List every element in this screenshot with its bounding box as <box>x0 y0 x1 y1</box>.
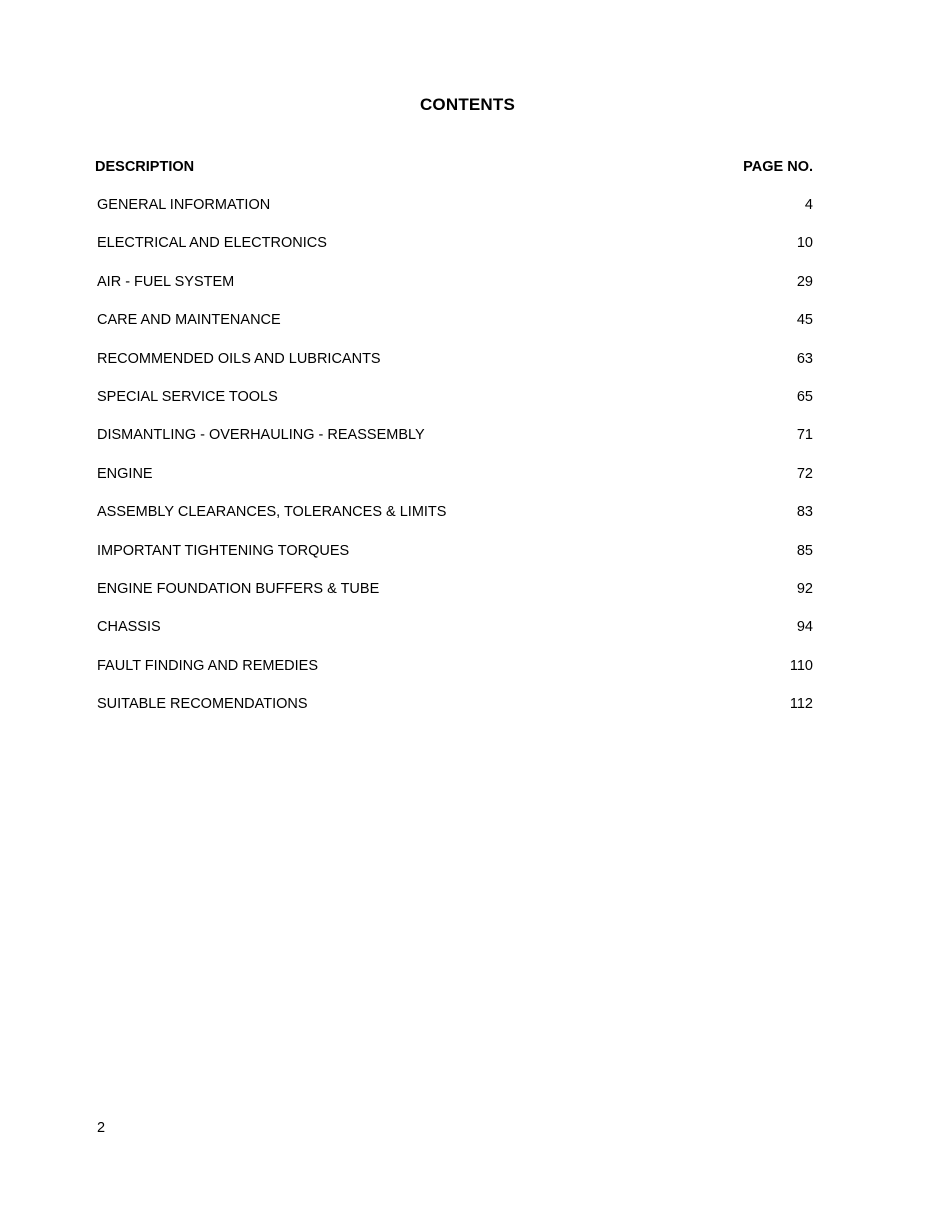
toc-entry-title: FAULT FINDING AND REMEDIES <box>97 657 319 674</box>
toc-entry-title: SPECIAL SERVICE TOOLS <box>97 388 278 405</box>
toc-entry-title: AIR - FUEL SYSTEM <box>97 273 235 290</box>
toc-entry <box>97 234 813 272</box>
toc-entry-page: 10 <box>796 235 813 252</box>
page-title: CONTENTS <box>419 95 516 114</box>
table-of-contents <box>97 196 813 733</box>
toc-entry <box>97 426 813 464</box>
toc-entry <box>97 350 813 388</box>
page-number: 2 <box>97 1120 106 1136</box>
toc-entry <box>97 580 813 618</box>
toc-entry <box>97 503 813 541</box>
toc-entry-page: 112 <box>789 696 813 713</box>
toc-entry-page: 71 <box>796 427 813 444</box>
toc-entry <box>97 311 813 349</box>
toc-entry-page: 83 <box>796 504 813 521</box>
toc-entry-title: RECOMMENDED OILS AND LUBRICANTS <box>97 350 381 367</box>
toc-entry-title: ASSEMBLY CLEARANCES, TOLERANCES & LIMITS <box>97 504 447 521</box>
toc-entry-page: 85 <box>796 542 813 559</box>
toc-entry <box>97 618 813 656</box>
toc-entry <box>97 273 813 311</box>
toc-entry <box>97 542 813 580</box>
toc-entry-page: 110 <box>789 657 813 674</box>
toc-entry-page: 65 <box>796 388 813 405</box>
toc-entry-page: 29 <box>796 273 813 290</box>
toc-entry-title: ENGINE <box>97 465 153 482</box>
toc-entry <box>97 695 813 733</box>
toc-entry <box>97 657 813 695</box>
toc-entry-title: SUITABLE RECOMENDATIONS <box>97 696 308 713</box>
toc-entry-page: 92 <box>796 580 813 597</box>
toc-entry-page: 4 <box>804 197 813 213</box>
page-no-column-header: PAGE NO. <box>743 159 813 175</box>
toc-entry-title: GENERAL INFORMATION <box>97 197 271 213</box>
toc-entry-title: CHASSIS <box>97 619 161 636</box>
toc-entry-title: DISMANTLING - OVERHAULING - REASSEMBLY <box>97 427 425 444</box>
toc-entry-page: 94 <box>796 619 813 636</box>
toc-entry-title: ENGINE FOUNDATION BUFFERS & TUBE <box>97 580 380 597</box>
description-column-header: DESCRIPTION <box>95 159 195 175</box>
toc-entry-page: 72 <box>796 465 813 482</box>
toc-entry <box>97 388 813 426</box>
toc-entry-page: 45 <box>796 312 813 329</box>
toc-entry <box>97 196 813 234</box>
toc-entry-title: CARE AND MAINTENANCE <box>97 312 281 329</box>
toc-entry-title: IMPORTANT TIGHTENING TORQUES <box>97 542 350 559</box>
toc-entry-title: ELECTRICAL AND ELECTRONICS <box>97 235 327 252</box>
toc-entry <box>97 465 813 503</box>
toc-entry-page: 63 <box>796 350 813 367</box>
